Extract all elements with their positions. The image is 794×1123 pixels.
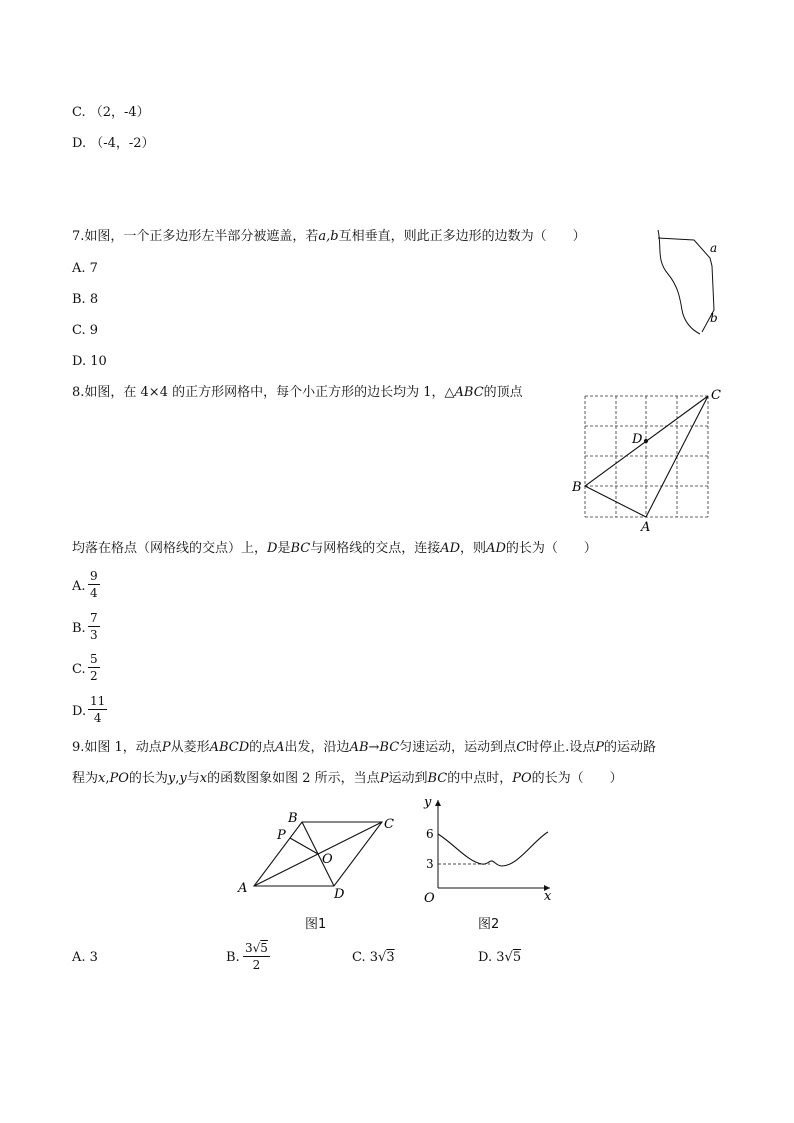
q7-label-b: b [710, 311, 718, 325]
q8-option-a-fraction [88, 570, 100, 599]
q9-fig2-caption: 图2 [478, 917, 500, 932]
q9-l1-C: C [516, 740, 527, 755]
q9-option-a-letter: A. [72, 950, 86, 965]
q9-fig2-origin: O [424, 891, 435, 906]
q8-option-d-letter: D. [72, 704, 87, 719]
q7-stem-ab: a,b [318, 229, 339, 244]
q9-l2-comma: , [105, 771, 110, 786]
q8-option-b-letter: B. [72, 621, 86, 636]
q7-stem-text-1: 7.如图，一个正多边形左半部分被遮盖，若 [72, 229, 319, 244]
q9-l2-text-1: 程为 [72, 771, 99, 786]
q9-option-b-num: 3√5 [245, 941, 268, 955]
q8-option-d-fraction [88, 695, 107, 724]
q9-option-a-value: 3 [89, 950, 98, 965]
q8-option-a-letter: A. [72, 579, 86, 594]
q9-l2-p: P [379, 771, 389, 786]
q9-l2-text-6: 的中点时， [447, 771, 513, 786]
q9-fig1-label-p: P [277, 828, 286, 843]
q9-l2-po: PO [109, 771, 129, 786]
q9-l1-bc: BC [379, 740, 400, 755]
q8-label-c: C [711, 388, 721, 403]
q9-option-a [72, 951, 98, 964]
q9-l1-p2: P [595, 740, 605, 755]
q9-l1-text-3: 的点 [249, 740, 276, 755]
q9-option-c: C. 3√3 [352, 950, 395, 965]
q8-option-d-den: 4 [93, 711, 102, 725]
q7-stem [72, 230, 586, 243]
q9-option-c-letter: C. [352, 950, 366, 965]
q8-option-a-num: 9 [90, 569, 98, 583]
q9-fig1-label-d: D [334, 887, 345, 902]
q8-stem2-ad: AD [440, 541, 461, 556]
q8-stem2-text-2: 是 [277, 541, 291, 556]
q9-l2-text-2: 的长为 [128, 771, 168, 786]
q9-l2-y: y [167, 771, 176, 786]
q8-option-c-den: 2 [90, 669, 98, 683]
q8-option-c-fraction [88, 653, 100, 682]
q9-option-d-radicand: 5 [512, 950, 522, 965]
q9-l1-p: P [161, 740, 171, 755]
q9-l1-ab: AB [349, 740, 369, 755]
q9-l2-text-5: 运动到 [388, 771, 428, 786]
q9-option-b-fraction [243, 942, 270, 971]
q8-option-b-num: 7 [90, 611, 98, 625]
q9-l2-x: x [98, 771, 106, 786]
q9-option-b-letter: B. [226, 950, 240, 965]
q8-label-d: D [632, 432, 643, 447]
q9-fig1-label-a: A [238, 881, 248, 896]
q9-l2-text-4: 的函数图象如图 2 所示，当点 [207, 771, 380, 786]
q9-l2-text-7: 的长为（ ） [531, 771, 623, 786]
q8-stem2-text-4: ，则 [460, 541, 487, 556]
q9-fig2-tick-3: 3 [426, 857, 434, 871]
q9-option-b-coef: 3 [245, 941, 253, 955]
q7-polygon-figure [652, 226, 732, 338]
q9-l2-bc: BC [427, 771, 448, 786]
q9-l2-text-3: 与 [186, 771, 200, 786]
q9-option-b-den: 2 [252, 958, 261, 972]
q9-option-b-radicand: 5 [260, 941, 268, 955]
q9-l1-abcd: ABCD [209, 740, 250, 755]
q8-stem-line2 [72, 542, 597, 555]
q8-stem1-abc: ABC [454, 385, 484, 400]
q9-l1-arrow: → [368, 740, 380, 755]
q8-stem2-text-5: 的长为（ ） [505, 541, 597, 556]
q8-label-b: B [572, 480, 582, 495]
q9-option-d-letter: D. [478, 950, 493, 965]
q9-l1-text-7: 的运动路 [604, 740, 657, 755]
q6-option-c: C. （2，-4） [72, 105, 150, 120]
q9-option-d-coef: 3 [496, 950, 505, 965]
q9-fig1-label-o: O [322, 852, 333, 867]
q9-stem-line1 [72, 741, 656, 754]
q8-stem1-text-2: 的顶点 [483, 385, 523, 400]
q8-option-c-letter: C. [72, 662, 86, 677]
q9-fig2-x-axis-label: x [544, 889, 552, 904]
q9-l2-x2: x [199, 771, 208, 786]
q9-l2-comma-2: , [175, 771, 180, 786]
q8-stem-line1 [72, 386, 523, 399]
q7-stem-text-2: 互相垂直，则此正多边形的边数为（ ） [338, 229, 586, 244]
q9-fig2-tick-6: 6 [426, 827, 434, 841]
q9-fig2-y-axis-label: y [424, 795, 432, 810]
q7-option-c: C. 9 [72, 323, 99, 338]
q6-option-d: D. （-4，-2） [72, 136, 155, 151]
q9-l1-text-1: 9.如图 1，动点 [72, 740, 162, 755]
q8-option-b-den: 3 [90, 628, 98, 642]
q9-l1-text-2: 从菱形 [170, 740, 210, 755]
q8-option-a-den: 4 [90, 586, 98, 600]
q8-stem2-bc: BC [290, 541, 311, 556]
q7-option-d: D. 10 [72, 354, 107, 369]
q8-label-a: A [641, 520, 651, 535]
q8-stem2-text-3: 与网格线的交点，连接 [310, 541, 441, 556]
q9-l2-po2: PO [512, 771, 532, 786]
q9-stem-line2 [72, 772, 623, 785]
q9-fig1-label-b: B [288, 811, 298, 826]
q9-l1-text-5: 匀速运动，运动到点 [399, 740, 517, 755]
q9-l1-text-6: 时停止.设点 [526, 740, 596, 755]
q8-option-d-num: 11 [90, 694, 106, 708]
q8-grid-figure [570, 382, 730, 534]
q8-stem2-text-1: 均落在格点（网格线的交点）上， [72, 541, 268, 556]
q9-fig1-caption: 图1 [305, 917, 327, 932]
q7-option-a: A. 7 [72, 261, 98, 276]
q8-option-c-num: 5 [90, 652, 98, 666]
q7-label-a: a [710, 241, 718, 255]
q9-l1-A: A [275, 740, 285, 755]
q9-option-c-coef: 3 [369, 950, 379, 965]
q9-fig1-label-c: C [384, 817, 394, 832]
q8-stem1-text: 8.如图，在 4×4 的正方形网格中，每个小正方形的边长均为 1，△ [72, 385, 455, 400]
q9-function-graph [420, 792, 560, 910]
q7-option-b: B. 8 [72, 292, 99, 307]
q9-rhombus-figure [230, 806, 410, 900]
q8-stem2-ad-2: AD [486, 541, 506, 556]
q9-option-c-radicand: 3 [386, 950, 395, 965]
q8-stem2-d: D [267, 541, 278, 556]
q9-option-d: D. 3√5 [478, 950, 522, 965]
q9-l1-text-4: 出发，沿边 [284, 740, 350, 755]
q8-option-b-fraction [88, 612, 100, 641]
q9-l2-y2: y [179, 771, 187, 786]
